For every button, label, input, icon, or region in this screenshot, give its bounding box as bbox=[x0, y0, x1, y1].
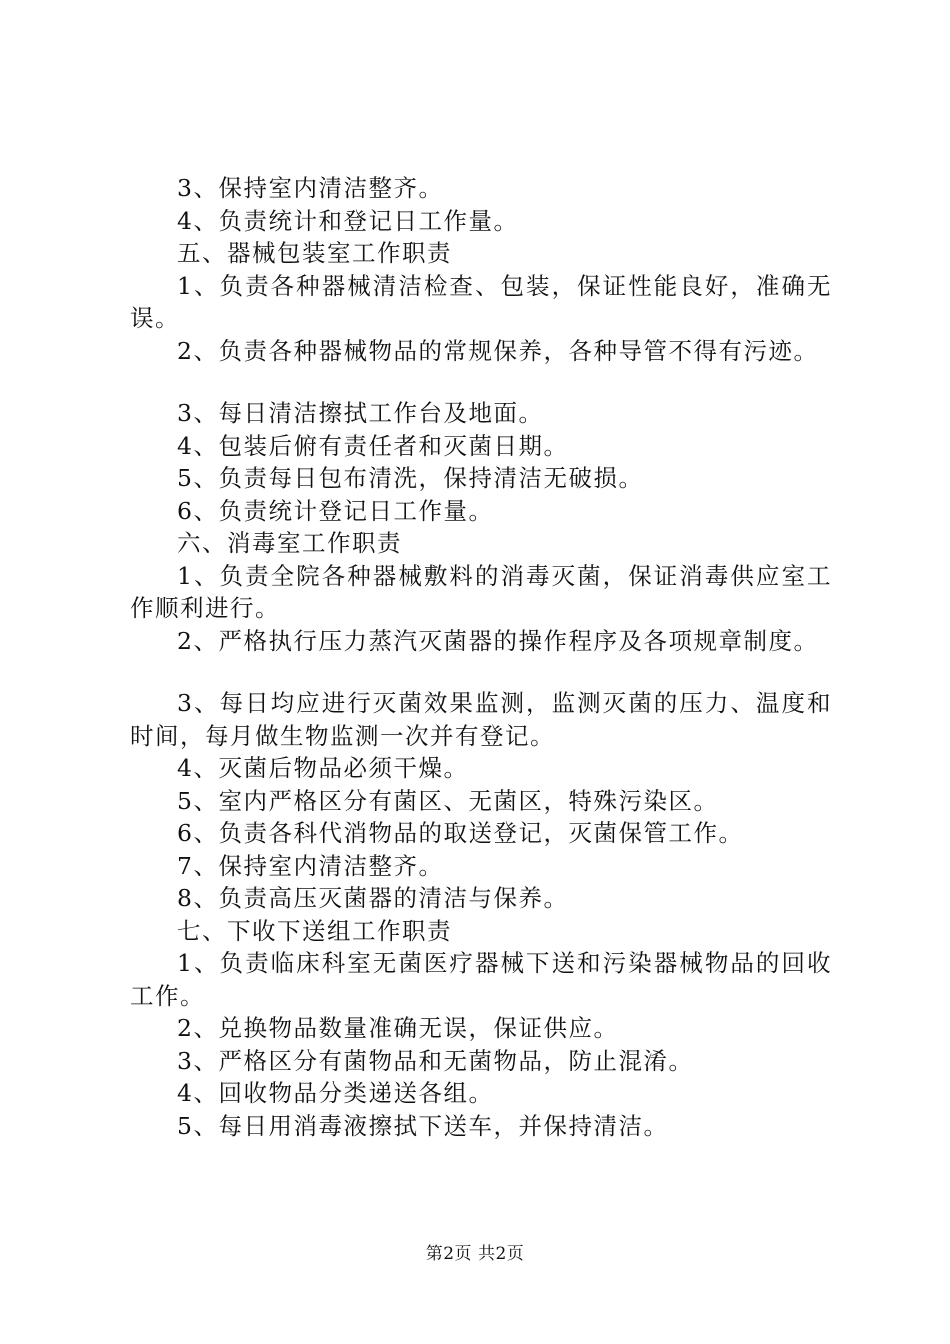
paragraph: 3、保持室内清洁整齐。 bbox=[177, 174, 444, 202]
paragraph: 2、严格执行压力蒸汽灭菌器的操作程序及各项规章制度。 bbox=[177, 626, 819, 655]
paragraph: 5、负责每日包布清洗，保持清洁无破损。 bbox=[177, 464, 644, 492]
paragraph: 2、兑换物品数量准确无误，保证供应。 bbox=[177, 1014, 619, 1042]
paragraph: 8、负责高压灭菌器的清洁与保养。 bbox=[177, 884, 569, 912]
paragraph: 7、保持室内清洁整齐。 bbox=[177, 851, 444, 880]
paragraph: 5、室内严格区分有菌区、无菌区，特殊污染区。 bbox=[177, 786, 719, 815]
page-footer bbox=[0, 1242, 950, 1266]
section-heading: 六、消毒室工作职责 bbox=[177, 529, 402, 557]
paragraph: 5、每日用消毒液擦拭下送车，并保持清洁。 bbox=[177, 1111, 669, 1140]
paragraph: 6、负责各科代消物品的取送登记，灭菌保管工作。 bbox=[177, 819, 744, 847]
section-heading: 七、下收下送组工作职责 bbox=[177, 916, 452, 945]
paragraph: 4、负责统计和登记日工作量。 bbox=[177, 206, 519, 235]
paragraph: 3、每日均应进行灭菌效果监测，监测灭菌的压力、温度和时间，每月做生物监测一次并有登记。 bbox=[130, 689, 832, 750]
paragraph: 1、负责各种器械清洁检查、包装，保证性能良好，准确无误。 bbox=[130, 271, 832, 332]
paragraph: 6、负责统计登记日工作量。 bbox=[177, 496, 494, 525]
paragraph: 1、负责临床科室无菌医疗器械下送和污染器械物品的回收工作。 bbox=[130, 949, 832, 1010]
paragraph: 2、负责各种器械物品的常规保养，各种导管不得有污迹。 bbox=[177, 336, 819, 365]
section-heading: 五、器械包装室工作职责 bbox=[177, 239, 452, 267]
paragraph: 4、灭菌后物品必须干燥。 bbox=[177, 754, 469, 782]
page-number-label: 第2页 共2页 bbox=[425, 1244, 525, 1264]
paragraph: 1、负责全院各种器械敷料的消毒灭菌，保证消毒供应室工作顺利进行。 bbox=[130, 561, 832, 622]
paragraph: 3、严格区分有菌物品和无菌物品，防止混淆。 bbox=[177, 1046, 694, 1075]
paragraph: 3、每日清洁擦拭工作台及地面。 bbox=[177, 399, 544, 427]
document-body bbox=[130, 172, 832, 1142]
paragraph: 4、回收物品分类递送各组。 bbox=[177, 1079, 494, 1107]
paragraph: 4、包装后俯有责任者和灭菌日期。 bbox=[177, 431, 569, 460]
